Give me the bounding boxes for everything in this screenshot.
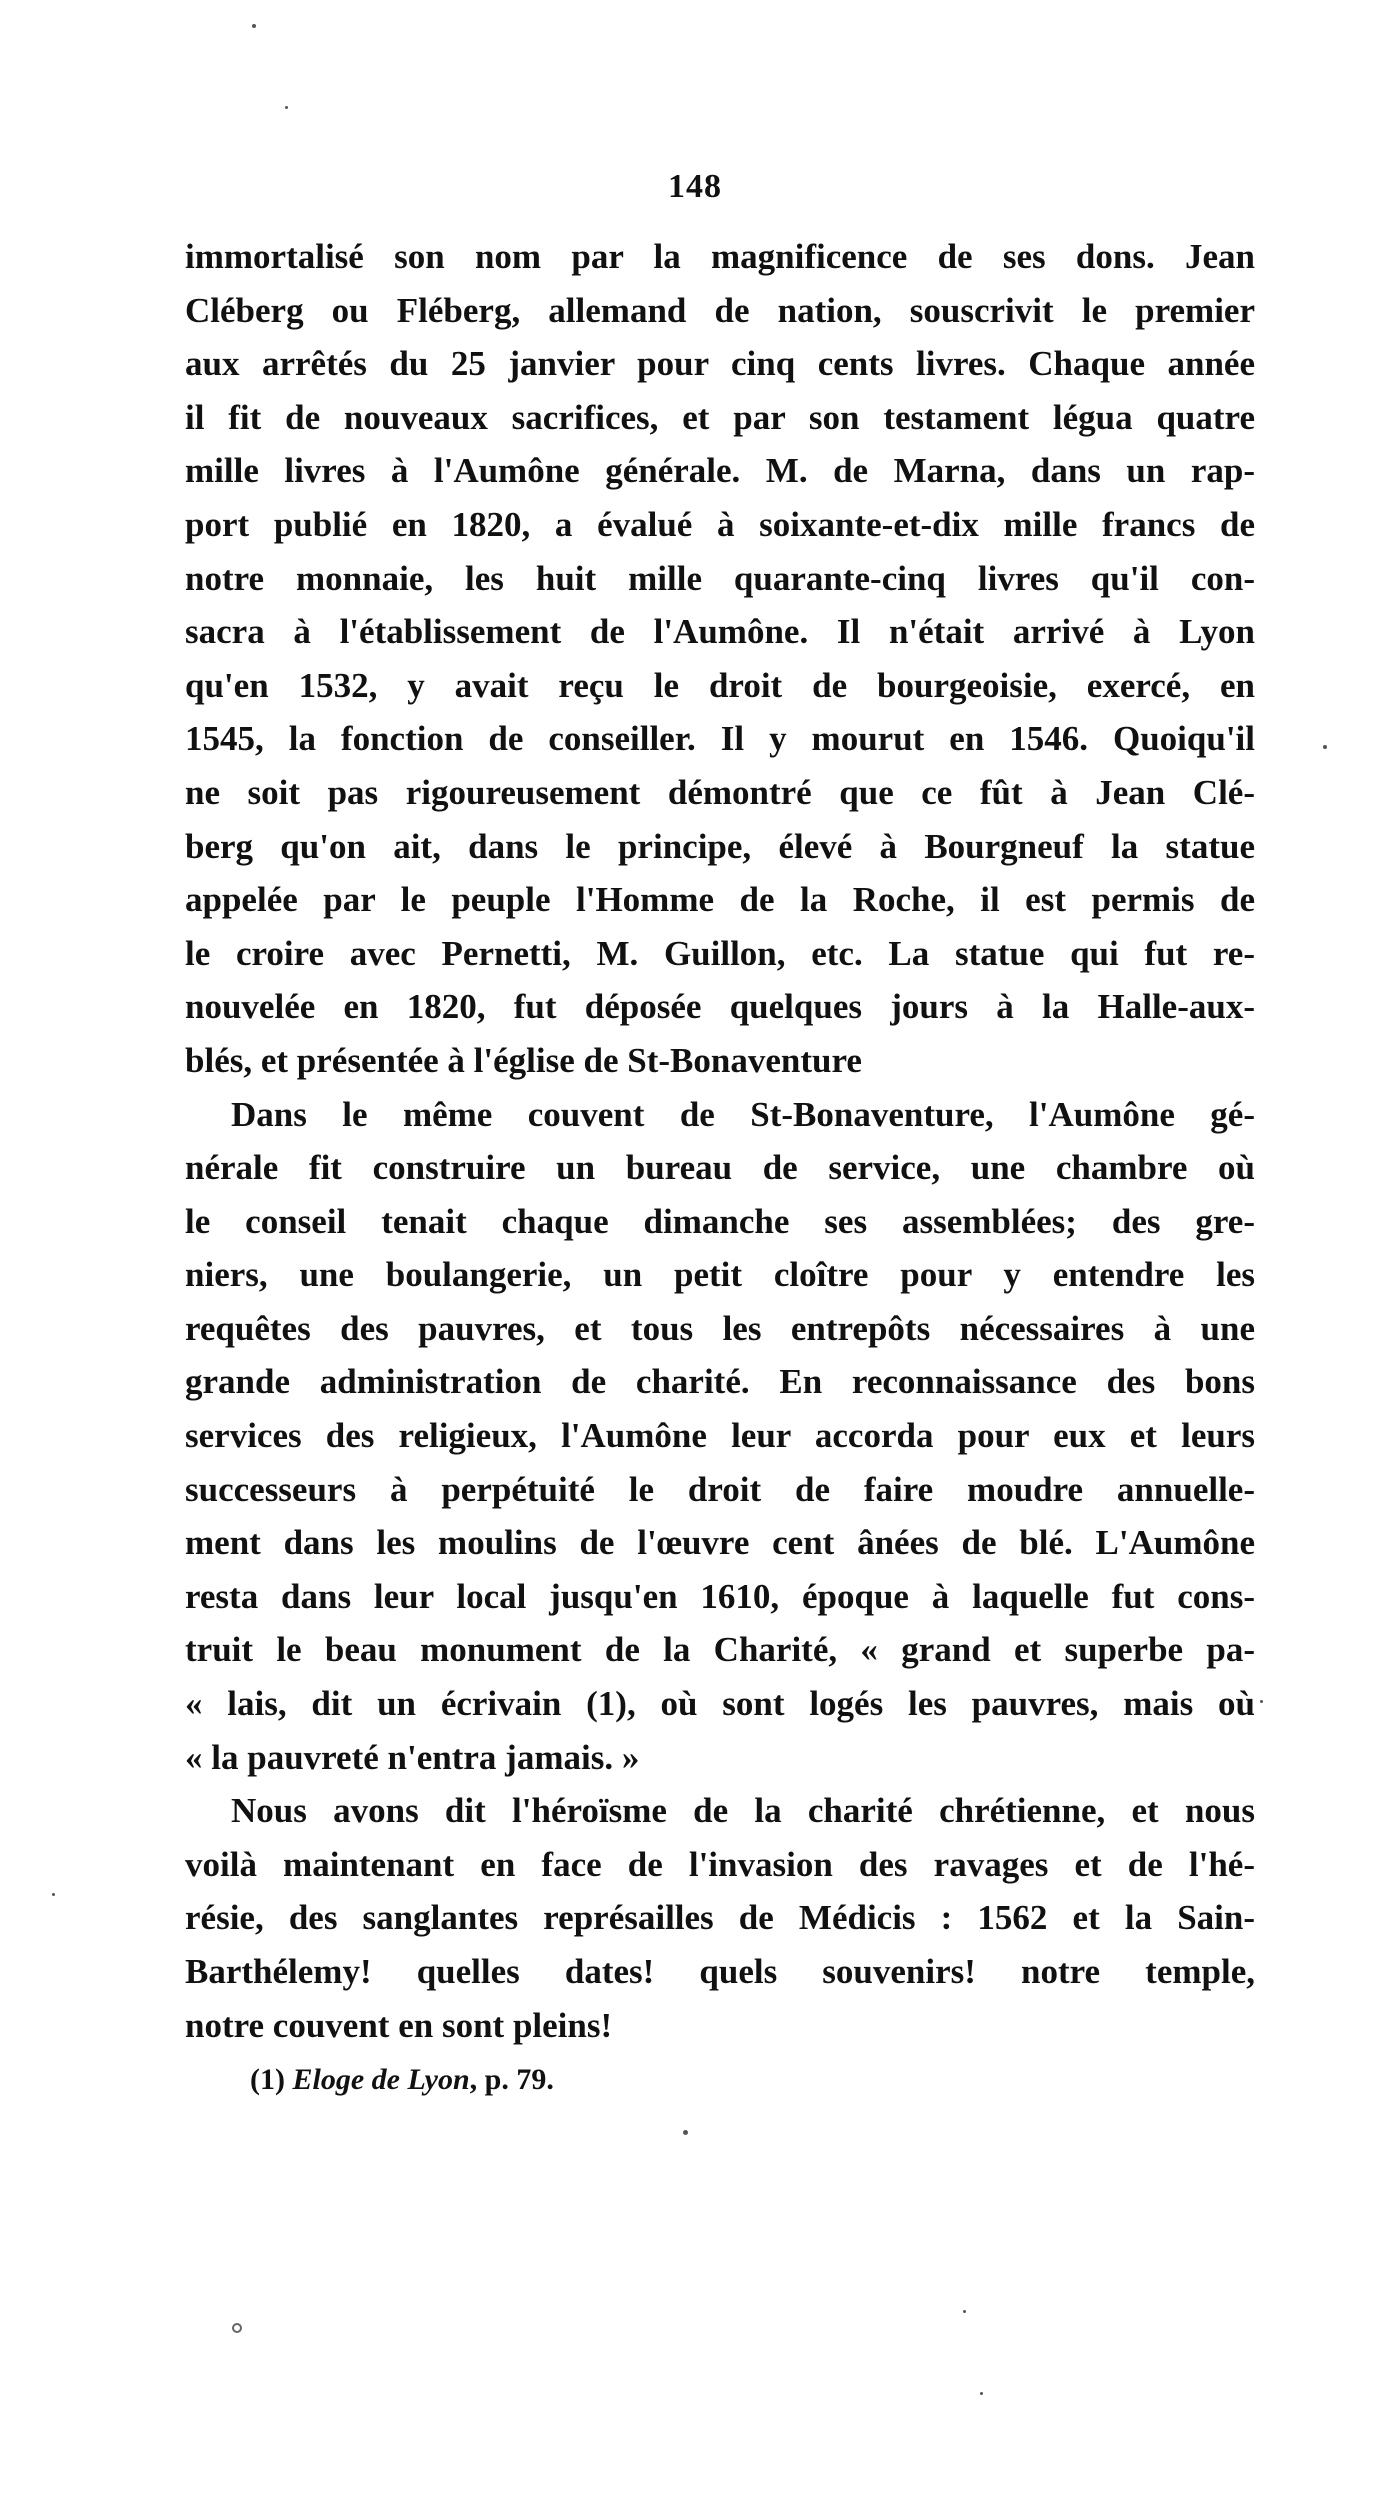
text-line: le conseil tenait chaque dimanche ses assemblées; des gre- [185, 1201, 1255, 1241]
text-line: 1545, la fonction de conseiller. Il y mourut en 1546. Quoiqu'il [185, 719, 1255, 759]
text-line: appelée par le peuple l'Homme de la Roche, il est permis de [185, 880, 1255, 920]
text-line: mille livres à l'Aumône générale. M. de Marna, dans un rap- [185, 451, 1255, 491]
text-line: Dans le même couvent de St-Bonaventure, l'Aumône gé- [231, 1094, 1255, 1134]
text-line: résie, des sanglantes représailles de Médicis : 1562 et la Sain- [185, 1898, 1255, 1938]
text-line: truit le beau monument de la Charité, « grand et superbe pa- [185, 1630, 1255, 1670]
text-line: aux arrêtés du 25 janvier pour cinq cents livres. Chaque année [185, 344, 1255, 384]
page-number: 148 [668, 168, 722, 205]
text-line: Cléberg ou Fléberg, allemand de nation, souscrivit le premier [185, 290, 1255, 330]
text-line: services des religieux, l'Aumône leur accorda pour eux et leurs [185, 1416, 1255, 1456]
text-line: port publié en 1820, a évalué à soixante-et-dix mille francs de [185, 504, 1255, 544]
text-line: le croire avec Pernetti, M. Guillon, etc. La statue qui fut re- [185, 933, 1255, 973]
text-line: notre monnaie, les huit mille quarante-cinq livres qu'il con- [185, 558, 1255, 598]
text-line: blés, et présentée à l'église de St-Bonaventure [185, 1040, 862, 1080]
scan-speck [683, 2130, 688, 2135]
footnote-mark: (1) [250, 2063, 285, 2096]
text-line: berg qu'on ait, dans le principe, élevé à Bourgneuf la statue [185, 826, 1255, 866]
text-line: qu'en 1532, y avait reçu le droit de bourgeoisie, exercé, en [185, 665, 1255, 705]
text-line: voilà maintenant en face de l'invasion des ravages et de l'hé- [185, 1844, 1255, 1884]
body-text [185, 230, 1255, 2052]
footnote-page-ref: , p. 79. [469, 2063, 554, 2096]
footnote-title: Eloge de Lyon [292, 2063, 470, 2096]
scan-speck [285, 106, 288, 109]
text-line: Nous avons dit l'héroïsme de la charité chrétienne, et nous [231, 1791, 1255, 1831]
scan-speck [52, 1893, 55, 1896]
scan-speck [1323, 745, 1327, 749]
text-line: grande administration de charité. En reconnaissance des bons [185, 1362, 1255, 1402]
text-line: resta dans leur local jusqu'en 1610, époque à laquelle fut cons- [185, 1576, 1255, 1616]
scan-speck [1260, 1700, 1263, 1703]
scan-speck [252, 24, 256, 28]
scan-speck [963, 2310, 966, 2313]
text-line: requêtes des pauvres, et tous les entrepôts nécessaires à une [185, 1308, 1255, 1348]
scan-speck [232, 2323, 242, 2333]
text-line: immortalisé son nom par la magnificence de ses dons. Jean [185, 237, 1255, 276]
text-line: sacra à l'établissement de l'Aumône. Il n'était arrivé à Lyon [185, 612, 1255, 652]
scan-speck [980, 2392, 983, 2395]
text-line: notre couvent en sont pleins! [185, 2005, 613, 2045]
text-line: il fit de nouveaux sacrifices, et par son testament légua quatre [185, 397, 1255, 437]
text-line: Barthélemy! quelles dates! quels souvenirs! notre temple, [185, 1952, 1255, 1991]
text-line: nérale fit construire un bureau de service, une chambre où [185, 1148, 1255, 1188]
text-line: niers, une boulangerie, un petit cloître pour y entendre les [185, 1255, 1255, 1295]
text-line: nouvelée en 1820, fut déposée quelques jours à la Halle-aux- [185, 987, 1255, 1027]
text-line: ne soit pas rigoureusement démontré que ce fût à Jean Clé- [185, 772, 1255, 812]
text-line: ment dans les moulins de l'œuvre cent ânées de blé. L'Aumône [185, 1523, 1255, 1563]
text-line: successeurs à perpétuité le droit de faire moudre annuelle- [185, 1469, 1255, 1509]
text-line: « lais, dit un écrivain (1), où sont logés les pauvres, mais où [185, 1684, 1255, 1724]
text-line: « la pauvreté n'entra jamais. » [185, 1737, 640, 1777]
footnote [250, 2063, 554, 2097]
